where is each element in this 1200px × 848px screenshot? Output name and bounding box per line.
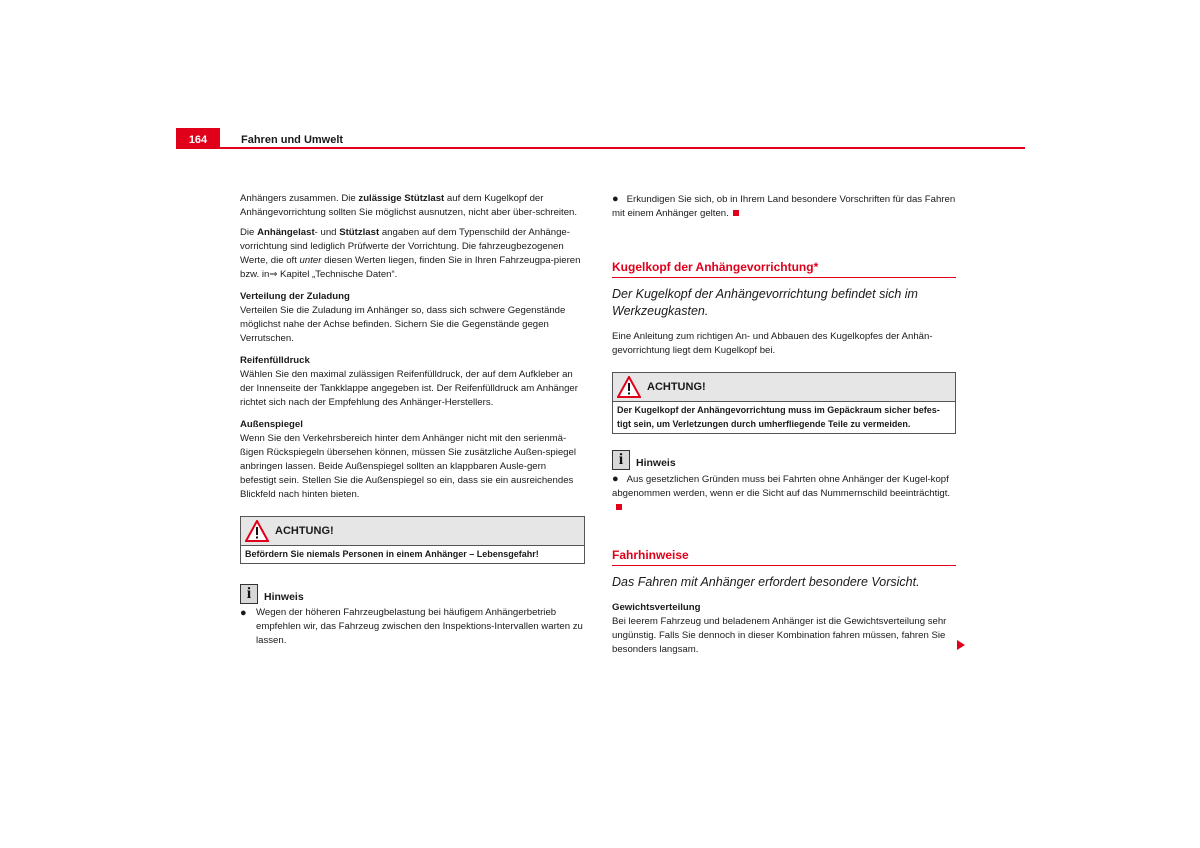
subheading-zuladung: Verteilung der Zuladung	[240, 291, 350, 302]
hint-header	[612, 448, 956, 470]
chapter-title: Fahren und Umwelt	[241, 134, 344, 146]
bullet-icon: ●	[240, 607, 247, 619]
intro-text-2: auf dem Kugelkopf der Anhängevorrichtung sollten Sie möglichst ausnutzen, nicht aber über-schreiten.	[240, 193, 578, 218]
gewicht-text: Bei leerem Fahrzeug und beladenem Anhänger ist die Gewichtsverteilung sehr ungünstig. Falls Sie dennoch in dieser Kombination fahren müssen, fahren Sie besonders langsam.	[612, 616, 947, 655]
warning-text: Der Kugelkopf der Anhängevorrichtung muss im Gepäckraum sicher befes-tigt sein, um Verletzungen durch umherfliegende Teile zu vermeiden.	[617, 405, 940, 429]
page-number: 164	[176, 128, 220, 148]
section-title-fahrhinweise: Fahrhinweise	[612, 547, 956, 566]
warning-box	[612, 372, 956, 434]
load-text-c: - und	[314, 227, 340, 238]
hint-bullet	[612, 472, 956, 515]
load-italic-f: unter	[299, 255, 322, 266]
info-icon: i	[240, 584, 258, 604]
intro-text: Anhängers zusammen. Die	[240, 193, 359, 204]
load-text-e: angaben auf dem Typenschild der Anhänge-vorrichtung sind lediglich Prüfwerte der Vorrichtung. Die fahrzeugbezogenen Werte, die oft	[240, 227, 570, 266]
intro-bold: zulässige Stützlast	[358, 193, 445, 204]
warning-label: ACHTUNG!	[647, 381, 706, 393]
section-lead-fahrhinweise: Das Fahren mit Anhänger erfordert besondere Vorsicht.	[612, 575, 920, 589]
section-end-icon	[733, 210, 739, 216]
hint-bullet	[240, 606, 585, 648]
bullet-regulations	[612, 192, 956, 221]
hint-text: Wegen der höheren Fahrzeugbelastung bei häufigem Anhängerbetrieb empfehlen wir, das Fahrzeug zwischen den Inspektions-Intervallen warten zu lassen.	[256, 607, 583, 646]
bullet-icon: ●	[612, 473, 619, 485]
hint-label: Hinweis	[264, 591, 304, 603]
header-rule	[176, 147, 1025, 149]
next-page-arrow-icon	[957, 640, 965, 650]
section-lead-kugelkopf: Der Kugelkopf der Anhängevorrichtung befindet sich im Werkzeugkasten.	[612, 287, 918, 318]
warning-text: Befördern Sie niemals Personen in einem Anhänger – Lebensgefahr!	[245, 549, 539, 559]
hint-label: Hinweis	[636, 457, 676, 469]
warning-triangle-icon	[617, 376, 641, 398]
warning-box-header	[613, 373, 955, 402]
kugelkopf-text: Eine Anleitung zum richtigen An- und Abbauen des Kugelkopfes der Anhän-gevorrichtung liegt dem Kugelkopf bei.	[612, 331, 933, 356]
section-title-kugelkopf: Kugelkopf der Anhängevorrichtung*	[612, 259, 956, 278]
left-column	[240, 192, 585, 654]
hint-header	[240, 582, 585, 604]
reifen-text: Wählen Sie den maximal zulässigen Reifenfülldruck, der auf dem Aufkleber an der Innenseite der Tankklappe angegeben ist. Der Reifenfülldruck am Anhänger richtet sich nach der Empfehlung des Anhänger-Herstellers.	[240, 369, 578, 408]
hint-block	[612, 448, 956, 515]
warning-label: ACHTUNG!	[275, 525, 334, 537]
hint-text: Aus gesetzlichen Gründen muss bei Fahrten ohne Anhänger der Kugel-kopf abgenommen werden, wenn er die Sicht auf das Nummernschild beeinträchtigt.	[612, 474, 951, 499]
section-end-icon	[616, 504, 622, 510]
bullet-icon: ●	[612, 193, 619, 205]
intro-paragraph	[240, 192, 585, 220]
load-paragraph	[240, 226, 585, 282]
load-text-a: Die	[240, 227, 258, 238]
info-icon: i	[612, 450, 630, 470]
hint-block	[240, 582, 585, 648]
warning-box-header	[241, 517, 584, 546]
right-column	[612, 192, 956, 663]
load-bold-d: Stützlast	[339, 227, 380, 238]
warning-box	[240, 516, 585, 564]
subheading-reifen: Reifenfülldruck	[240, 355, 310, 366]
load-bold-b: Anhängelast	[257, 227, 315, 238]
subheading-gewicht: Gewichtsverteilung	[612, 602, 701, 613]
load-text-g: diesen Werten liegen, finden Sie in Ihren Fahrzeugpa-pieren bzw. in⇒ Kapitel „Technische Daten“.	[240, 255, 581, 280]
warning-triangle-icon	[245, 520, 269, 542]
subheading-spiegel: Außenspiegel	[240, 419, 303, 430]
page-header	[176, 128, 1025, 150]
bullet-regulations-text: Erkundigen Sie sich, ob in Ihrem Land besondere Vorschriften für das Fahren mit einem Anhänger gelten.	[612, 194, 956, 219]
spiegel-text: Wenn Sie den Verkehrsbereich hinter dem Anhänger nicht mit den serienmä-ßigen Rückspiegeln übersehen können, müssen Sie zusätzliche Außen-spiegel anbringen lassen. Beide Außenspiegel sollten an klappbaren Ausle-gern befestigt sein. Stellen Sie die Außenspiegel so ein, dass sie ein ausreichendes Blickfeld nach hinten bieten.	[240, 433, 576, 500]
zuladung-text: Verteilen Sie die Zuladung im Anhänger so, dass sich schwere Gegenstände möglichst nahe der Achse befinden. Sichern Sie die Gegenstände gegen Verrutschen.	[240, 305, 566, 344]
